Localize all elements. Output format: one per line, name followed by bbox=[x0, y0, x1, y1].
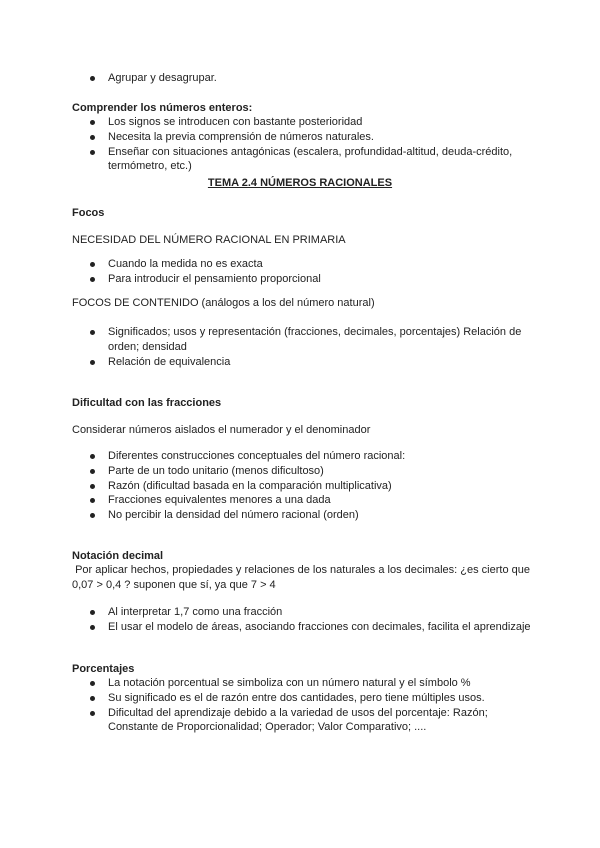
necesidad-heading: NECESIDAD DEL NÚMERO RACIONAL EN PRIMARIA bbox=[72, 234, 346, 246]
list-item: Su significado es el de razón entre dos cantidades, pero tiene múltiples usos. bbox=[90, 691, 540, 706]
bullet-icon bbox=[90, 135, 95, 140]
list-item: Razón (dificultad basada en la comparación multiplicativa) bbox=[90, 479, 540, 494]
contenido-heading: FOCOS DE CONTENIDO (análogos a los del número natural) bbox=[72, 297, 375, 309]
tema-title: TEMA 2.4 NÚMEROS RACIONALES bbox=[207, 177, 393, 189]
bullet-list-contenido bbox=[90, 325, 540, 369]
list-item: Diferentes construcciones conceptuales del número racional: bbox=[90, 449, 540, 464]
bullet-icon bbox=[90, 262, 95, 267]
bullet-icon bbox=[90, 330, 95, 335]
bullet-icon bbox=[90, 454, 95, 459]
bullet-icon bbox=[90, 513, 95, 518]
bullet-icon bbox=[90, 498, 95, 503]
section-heading-porcentajes: Porcentajes bbox=[72, 663, 135, 675]
bullet-list-necesidad bbox=[90, 257, 540, 287]
list-item: Relación de equivalencia bbox=[90, 355, 540, 370]
section-heading-focos: Focos bbox=[72, 207, 105, 219]
bullet-icon bbox=[90, 150, 95, 155]
list-item: La notación porcentual se simboliza con un número natural y el símbolo % bbox=[90, 676, 540, 691]
dificultad-intro: Considerar números aislados el numerador y el denominador bbox=[72, 424, 371, 436]
list-item: Dificultad del aprendizaje debido a la variedad de usos del porcentaje: Razón; Constante de Proporcionalidad; Operador; Valor Comparativo; .... bbox=[90, 706, 540, 736]
bullet-icon bbox=[90, 360, 95, 365]
list-item: Enseñar con situaciones antagónicas (escalera, profundidad-altitud, deuda-crédito, termómetro, etc.) bbox=[90, 145, 540, 175]
bullet-list-enteros bbox=[90, 115, 540, 174]
section-heading-enteros: Comprender los números enteros: bbox=[72, 102, 253, 114]
section-heading-dificultad: Dificultad con las fracciones bbox=[72, 397, 222, 409]
bullet-icon bbox=[90, 625, 95, 630]
bullet-icon bbox=[90, 711, 95, 716]
list-item: Significados; usos y representación (fracciones, decimales, porcentajes) Relación de orden; densidad bbox=[90, 325, 540, 355]
bullet-icon bbox=[90, 484, 95, 489]
bullet-icon bbox=[90, 696, 95, 701]
list-item: Parte de un todo unitario (menos dificultoso) bbox=[90, 464, 540, 479]
list-item: Fracciones equivalentes menores a una dada bbox=[90, 493, 540, 508]
bullet-icon bbox=[90, 610, 95, 615]
bullet-icon bbox=[90, 681, 95, 686]
list-item: Cuando la medida no es exacta bbox=[90, 257, 540, 272]
list-item: Agrupar y desagrupar. bbox=[90, 71, 540, 86]
list-item: Los signos se introducen con bastante posterioridad bbox=[90, 115, 540, 130]
list-item: Al interpretar 1,7 como una fracción bbox=[90, 605, 540, 620]
bullet-list-dificultad bbox=[90, 449, 540, 523]
bullet-icon bbox=[90, 76, 95, 81]
list-item: El usar el modelo de áreas, asociando fracciones con decimales, facilita el aprendizaje bbox=[90, 620, 540, 635]
list-item: Necesita la previa comprensión de números naturales. bbox=[90, 130, 540, 145]
bullet-icon bbox=[90, 469, 95, 474]
bullet-icon bbox=[90, 277, 95, 282]
list-item: Para introducir el pensamiento proporcional bbox=[90, 272, 540, 287]
notacion-intro: Por aplicar hechos, propiedades y relaciones de los naturales a los decimales: ¿es cierto que 0,07 > 0,4 ? suponen que sí, ya que 7 > 4 bbox=[72, 564, 534, 591]
bullet-list-notacion bbox=[90, 605, 540, 635]
bullet-list-porcentajes bbox=[90, 676, 540, 735]
section-heading-notacion: Notación decimal bbox=[72, 550, 164, 562]
list-item: No percibir la densidad del número racional (orden) bbox=[90, 508, 540, 523]
bullet-icon bbox=[90, 120, 95, 125]
bullet-list-top bbox=[90, 71, 540, 86]
